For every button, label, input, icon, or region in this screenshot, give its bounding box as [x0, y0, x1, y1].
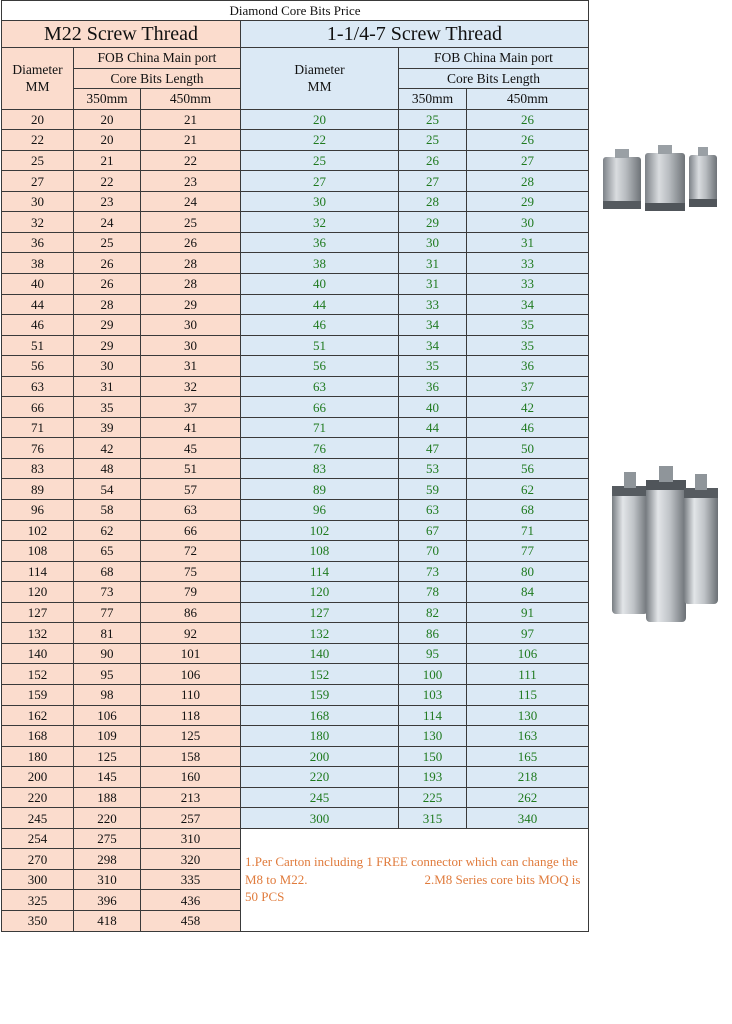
- imperial-price-450-cell: 46: [467, 417, 589, 438]
- imperial-diameter-cell: 56: [241, 356, 399, 377]
- imperial-price-450-cell: 29: [467, 191, 589, 212]
- table-row: [2, 726, 589, 747]
- imperial-diameter-cell: 20: [241, 109, 399, 130]
- imperial-price-350-cell: 26: [399, 150, 467, 171]
- m22-price-350-cell: 54: [74, 479, 141, 500]
- imperial-diameter-cell: 220: [241, 767, 399, 788]
- table-row: [2, 828, 589, 849]
- imperial-diameter-cell: 245: [241, 787, 399, 808]
- m22-price-350-cell: 106: [74, 705, 141, 726]
- table-row: [2, 191, 589, 212]
- imperial-price-350-cell: 25: [399, 109, 467, 130]
- table-row: [2, 808, 589, 829]
- m22-fob-header: FOB China Main port: [74, 48, 241, 69]
- table-row: [2, 294, 589, 315]
- m22-price-350-cell: 26: [74, 253, 141, 274]
- m22-price-450-cell: 63: [141, 500, 241, 521]
- m22-price-350-cell: 48: [74, 458, 141, 479]
- imperial-price-350-cell: 78: [399, 582, 467, 603]
- imperial-price-350-cell: 63: [399, 500, 467, 521]
- imperial-price-450-cell: 50: [467, 438, 589, 459]
- m22-price-350-cell: 90: [74, 643, 141, 664]
- m22-price-450-cell: 257: [141, 808, 241, 829]
- m22-diameter-cell: 132: [2, 623, 74, 644]
- imperial-fob-header: FOB China Main port: [399, 48, 589, 69]
- imperial-diameter-cell: 38: [241, 253, 399, 274]
- m22-diameter-cell: 102: [2, 520, 74, 541]
- m22-diameter-cell: 114: [2, 561, 74, 582]
- m22-price-350-cell: 109: [74, 726, 141, 747]
- imperial-price-450-cell: 35: [467, 335, 589, 356]
- m22-price-450-cell: 30: [141, 315, 241, 336]
- m22-diameter-cell: 20: [2, 109, 74, 130]
- m22-price-350-cell: 81: [74, 623, 141, 644]
- imperial-price-350-cell: 86: [399, 623, 467, 644]
- imperial-price-450-cell: 106: [467, 643, 589, 664]
- m22-price-350-cell: 20: [74, 130, 141, 151]
- m22-price-350-cell: 298: [74, 849, 141, 870]
- imperial-price-350-cell: 25: [399, 130, 467, 151]
- imperial-price-450-cell: 97: [467, 623, 589, 644]
- imperial-diameter-cell: 71: [241, 417, 399, 438]
- m22-diameter-cell: 159: [2, 684, 74, 705]
- m22-diameter-cell: 180: [2, 746, 74, 767]
- m22-diameter-cell: 162: [2, 705, 74, 726]
- m22-price-450-cell: 57: [141, 479, 241, 500]
- imperial-price-450-cell: 262: [467, 787, 589, 808]
- m22-price-450-cell: 92: [141, 623, 241, 644]
- table-row: [2, 171, 589, 192]
- imperial-diameter-cell: 200: [241, 746, 399, 767]
- m22-price-450-cell: 160: [141, 767, 241, 788]
- table-row: [2, 664, 589, 685]
- m22-price-450-cell: 110: [141, 684, 241, 705]
- m22-price-350-cell: 26: [74, 274, 141, 295]
- imperial-diameter-cell: 46: [241, 315, 399, 336]
- imperial-price-350-cell: 40: [399, 397, 467, 418]
- m22-diameter-cell: 140: [2, 643, 74, 664]
- imperial-price-350-cell: 34: [399, 315, 467, 336]
- m22-length-header: Core Bits Length: [74, 68, 241, 89]
- m22-price-350-cell: 20: [74, 109, 141, 130]
- table-row: [2, 376, 589, 397]
- m22-price-350-cell: 21: [74, 150, 141, 171]
- m22-price-450-cell: 31: [141, 356, 241, 377]
- imperial-price-350-cell: 114: [399, 705, 467, 726]
- imperial-price-450-cell: 27: [467, 150, 589, 171]
- m22-thread-title: M22 Screw Thread: [2, 21, 241, 48]
- m22-price-450-cell: 21: [141, 130, 241, 151]
- m22-price-450-cell: 75: [141, 561, 241, 582]
- imperial-price-350-cell: 100: [399, 664, 467, 685]
- m22-price-350-cell: 68: [74, 561, 141, 582]
- imperial-price-450-cell: 130: [467, 705, 589, 726]
- m22-price-350-cell: 95: [74, 664, 141, 685]
- imperial-price-450-cell: 33: [467, 253, 589, 274]
- m22-price-450-cell: 21: [141, 109, 241, 130]
- table-row: [2, 500, 589, 521]
- imperial-diameter-cell: 89: [241, 479, 399, 500]
- imperial-diameter-cell: 168: [241, 705, 399, 726]
- m22-diameter-cell: 22: [2, 130, 74, 151]
- m22-price-350-cell: 310: [74, 869, 141, 890]
- imperial-price-350-cell: 28: [399, 191, 467, 212]
- table-row: [2, 561, 589, 582]
- imperial-length-header: Core Bits Length: [399, 68, 589, 89]
- core-bits-photo-top: [601, 143, 720, 215]
- table-row: [2, 438, 589, 459]
- m22-price-450-cell: 213: [141, 787, 241, 808]
- imperial-diameter-cell: 25: [241, 150, 399, 171]
- m22-diameter-cell: 71: [2, 417, 74, 438]
- imperial-price-450-cell: 68: [467, 500, 589, 521]
- m22-diameter-cell: 200: [2, 767, 74, 788]
- imperial-diameter-cell: 120: [241, 582, 399, 603]
- m22-diameter-cell: 44: [2, 294, 74, 315]
- imperial-diameter-cell: 152: [241, 664, 399, 685]
- m22-price-450-cell: 66: [141, 520, 241, 541]
- m22-diameter-cell: 300: [2, 869, 74, 890]
- m22-diameter-cell: 56: [2, 356, 74, 377]
- imperial-price-350-cell: 67: [399, 520, 467, 541]
- imperial-price-350-cell: 53: [399, 458, 467, 479]
- table-row: [2, 746, 589, 767]
- m22-price-350-cell: 418: [74, 910, 141, 931]
- m22-price-450-cell: 23: [141, 171, 241, 192]
- table-row: [2, 212, 589, 233]
- table-row: [2, 335, 589, 356]
- m22-price-350-cell: 29: [74, 335, 141, 356]
- table-row: [2, 253, 589, 274]
- imperial-diameter-cell: 40: [241, 274, 399, 295]
- imperial-price-350-cell: 70: [399, 541, 467, 562]
- m22-price-350-cell: 23: [74, 191, 141, 212]
- table-row: [2, 274, 589, 295]
- imperial-price-350-cell: 150: [399, 746, 467, 767]
- imperial-diameter-cell: 180: [241, 726, 399, 747]
- m22-price-350-cell: 125: [74, 746, 141, 767]
- m22-price-350-cell: 28: [74, 294, 141, 315]
- imperial-diameter-cell: 127: [241, 602, 399, 623]
- imperial-diameter-cell: 63: [241, 376, 399, 397]
- m22-diameter-cell: 220: [2, 787, 74, 808]
- imperial-price-450-cell: 33: [467, 274, 589, 295]
- m22-price-450-cell: 22: [141, 150, 241, 171]
- table-row: [2, 767, 589, 788]
- m22-diameter-cell: 66: [2, 397, 74, 418]
- imperial-diameter-cell: 51: [241, 335, 399, 356]
- imperial-price-350-cell: 47: [399, 438, 467, 459]
- imperial-diameter-cell: 30: [241, 191, 399, 212]
- m22-price-350-cell: 220: [74, 808, 141, 829]
- m22-price-350-cell: 42: [74, 438, 141, 459]
- table-row: [2, 397, 589, 418]
- m22-price-350-cell: 98: [74, 684, 141, 705]
- notes-text: 1.Per Carton including 1 FREE connector which can change the M8 to M22. 2.M8 Series core bits MOQ is 50 PCS: [241, 828, 589, 931]
- imperial-diameter-cell: 83: [241, 458, 399, 479]
- m22-price-350-cell: 65: [74, 541, 141, 562]
- m22-price-350-cell: 188: [74, 787, 141, 808]
- imperial-price-450-cell: 36: [467, 356, 589, 377]
- imperial-diameter-cell: 132: [241, 623, 399, 644]
- m22-diameter-header: Diameter MM: [2, 48, 74, 110]
- m22-price-350-cell: 58: [74, 500, 141, 521]
- m22-price-350-cell: 24: [74, 212, 141, 233]
- imperial-price-350-cell: 27: [399, 171, 467, 192]
- imperial-diameter-cell: 27: [241, 171, 399, 192]
- core-bits-photo-bottom: [608, 464, 722, 624]
- imperial-price-450-cell: 26: [467, 109, 589, 130]
- imperial-diameter-cell: 44: [241, 294, 399, 315]
- table-row: [2, 150, 589, 171]
- table-row: [2, 787, 589, 808]
- imperial-diameter-cell: 140: [241, 643, 399, 664]
- m22-price-450-cell: 106: [141, 664, 241, 685]
- m22-diameter-cell: 89: [2, 479, 74, 500]
- m22-price-450-cell: 125: [141, 726, 241, 747]
- imperial-diameter-cell: 36: [241, 232, 399, 253]
- table-row: [2, 582, 589, 603]
- imperial-diameter-cell: 22: [241, 130, 399, 151]
- imperial-price-450-cell: 115: [467, 684, 589, 705]
- imperial-price-350-cell: 31: [399, 253, 467, 274]
- table-row: [2, 417, 589, 438]
- table-row: [2, 109, 589, 130]
- imperial-price-450-cell: 34: [467, 294, 589, 315]
- m22-price-450-cell: 101: [141, 643, 241, 664]
- m22-price-350-cell: 22: [74, 171, 141, 192]
- imperial-price-450-cell: 91: [467, 602, 589, 623]
- m22-price-450-cell: 25: [141, 212, 241, 233]
- m22-diameter-cell: 25: [2, 150, 74, 171]
- table-row: [2, 232, 589, 253]
- m22-price-350-cell: 77: [74, 602, 141, 623]
- m22-diameter-cell: 36: [2, 232, 74, 253]
- m22-price-450-cell: 41: [141, 417, 241, 438]
- imperial-price-450-cell: 71: [467, 520, 589, 541]
- imperial-price-450-cell: 340: [467, 808, 589, 829]
- table-row: [2, 479, 589, 500]
- imperial-col-450-header: 450mm: [467, 89, 589, 110]
- m22-diameter-cell: 254: [2, 828, 74, 849]
- imperial-price-450-cell: 42: [467, 397, 589, 418]
- imperial-diameter-cell: 108: [241, 541, 399, 562]
- m22-diameter-cell: 51: [2, 335, 74, 356]
- imperial-price-350-cell: 95: [399, 643, 467, 664]
- imperial-price-350-cell: 103: [399, 684, 467, 705]
- imperial-price-350-cell: 36: [399, 376, 467, 397]
- imperial-price-350-cell: 44: [399, 417, 467, 438]
- m22-price-450-cell: 335: [141, 869, 241, 890]
- m22-diameter-cell: 127: [2, 602, 74, 623]
- table-title: Diamond Core Bits Price: [2, 1, 589, 21]
- m22-price-450-cell: 458: [141, 910, 241, 931]
- m22-price-350-cell: 396: [74, 890, 141, 911]
- imperial-price-450-cell: 80: [467, 561, 589, 582]
- imperial-price-450-cell: 26: [467, 130, 589, 151]
- imperial-price-450-cell: 62: [467, 479, 589, 500]
- m22-price-450-cell: 28: [141, 274, 241, 295]
- m22-price-450-cell: 24: [141, 191, 241, 212]
- table-row: [2, 684, 589, 705]
- m22-price-450-cell: 29: [141, 294, 241, 315]
- imperial-diameter-cell: 102: [241, 520, 399, 541]
- table-row: [2, 458, 589, 479]
- m22-diameter-cell: 30: [2, 191, 74, 212]
- m22-price-450-cell: 310: [141, 828, 241, 849]
- m22-price-350-cell: 35: [74, 397, 141, 418]
- imperial-price-450-cell: 35: [467, 315, 589, 336]
- imperial-diameter-cell: 114: [241, 561, 399, 582]
- m22-price-350-cell: 145: [74, 767, 141, 788]
- m22-col-350-header: 350mm: [74, 89, 141, 110]
- imperial-diameter-cell: 300: [241, 808, 399, 829]
- m22-price-350-cell: 25: [74, 232, 141, 253]
- imperial-price-350-cell: 130: [399, 726, 467, 747]
- table-row: [2, 520, 589, 541]
- imperial-price-350-cell: 33: [399, 294, 467, 315]
- m22-price-350-cell: 73: [74, 582, 141, 603]
- imperial-price-350-cell: 73: [399, 561, 467, 582]
- imperial-col-350-header: 350mm: [399, 89, 467, 110]
- imperial-price-350-cell: 31: [399, 274, 467, 295]
- imperial-diameter-cell: 76: [241, 438, 399, 459]
- imperial-price-350-cell: 193: [399, 767, 467, 788]
- imperial-price-450-cell: 30: [467, 212, 589, 233]
- imperial-diameter-cell: 66: [241, 397, 399, 418]
- imperial-diameter-cell: 159: [241, 684, 399, 705]
- imperial-diameter-cell: 32: [241, 212, 399, 233]
- imperial-price-450-cell: 165: [467, 746, 589, 767]
- m22-diameter-cell: 120: [2, 582, 74, 603]
- m22-price-450-cell: 118: [141, 705, 241, 726]
- m22-price-450-cell: 79: [141, 582, 241, 603]
- m22-price-450-cell: 436: [141, 890, 241, 911]
- m22-diameter-cell: 83: [2, 458, 74, 479]
- m22-diameter-cell: 40: [2, 274, 74, 295]
- m22-diameter-cell: 152: [2, 664, 74, 685]
- table-row: [2, 130, 589, 151]
- m22-price-450-cell: 86: [141, 602, 241, 623]
- m22-diameter-cell: 168: [2, 726, 74, 747]
- m22-diameter-cell: 63: [2, 376, 74, 397]
- m22-col-450-header: 450mm: [141, 89, 241, 110]
- m22-diameter-cell: 38: [2, 253, 74, 274]
- m22-price-350-cell: 29: [74, 315, 141, 336]
- m22-diameter-cell: 96: [2, 500, 74, 521]
- price-table: [1, 0, 589, 932]
- m22-diameter-cell: 325: [2, 890, 74, 911]
- imperial-price-450-cell: 84: [467, 582, 589, 603]
- imperial-price-350-cell: 82: [399, 602, 467, 623]
- imperial-price-450-cell: 111: [467, 664, 589, 685]
- m22-price-450-cell: 45: [141, 438, 241, 459]
- m22-price-450-cell: 158: [141, 746, 241, 767]
- m22-diameter-cell: 32: [2, 212, 74, 233]
- imperial-price-450-cell: 31: [467, 232, 589, 253]
- imperial-price-350-cell: 225: [399, 787, 467, 808]
- table-row: [2, 602, 589, 623]
- imperial-price-350-cell: 30: [399, 232, 467, 253]
- imperial-price-450-cell: 37: [467, 376, 589, 397]
- imperial-price-450-cell: 77: [467, 541, 589, 562]
- imperial-price-350-cell: 29: [399, 212, 467, 233]
- m22-price-350-cell: 31: [74, 376, 141, 397]
- imperial-price-450-cell: 218: [467, 767, 589, 788]
- m22-price-450-cell: 30: [141, 335, 241, 356]
- m22-price-350-cell: 39: [74, 417, 141, 438]
- imperial-price-450-cell: 163: [467, 726, 589, 747]
- imperial-price-450-cell: 56: [467, 458, 589, 479]
- table-row: [2, 643, 589, 664]
- m22-price-450-cell: 32: [141, 376, 241, 397]
- m22-diameter-cell: 270: [2, 849, 74, 870]
- m22-diameter-cell: 76: [2, 438, 74, 459]
- m22-price-450-cell: 26: [141, 232, 241, 253]
- table-row: [2, 356, 589, 377]
- m22-diameter-cell: 27: [2, 171, 74, 192]
- m22-price-450-cell: 72: [141, 541, 241, 562]
- imperial-diameter-header: Diameter MM: [241, 48, 399, 110]
- table-row: [2, 541, 589, 562]
- m22-price-450-cell: 28: [141, 253, 241, 274]
- m22-price-450-cell: 51: [141, 458, 241, 479]
- imperial-price-350-cell: 59: [399, 479, 467, 500]
- imperial-diameter-cell: 96: [241, 500, 399, 521]
- m22-price-450-cell: 320: [141, 849, 241, 870]
- table-row: [2, 315, 589, 336]
- m22-price-350-cell: 62: [74, 520, 141, 541]
- imperial-price-350-cell: 34: [399, 335, 467, 356]
- table-row: [2, 623, 589, 644]
- table-row: [2, 705, 589, 726]
- m22-diameter-cell: 46: [2, 315, 74, 336]
- imperial-price-450-cell: 28: [467, 171, 589, 192]
- m22-diameter-cell: 350: [2, 910, 74, 931]
- imperial-price-350-cell: 315: [399, 808, 467, 829]
- m22-price-350-cell: 30: [74, 356, 141, 377]
- m22-price-350-cell: 275: [74, 828, 141, 849]
- imperial-thread-title: 1-1/4-7 Screw Thread: [241, 21, 589, 48]
- m22-diameter-cell: 245: [2, 808, 74, 829]
- m22-price-450-cell: 37: [141, 397, 241, 418]
- imperial-price-350-cell: 35: [399, 356, 467, 377]
- m22-diameter-cell: 108: [2, 541, 74, 562]
